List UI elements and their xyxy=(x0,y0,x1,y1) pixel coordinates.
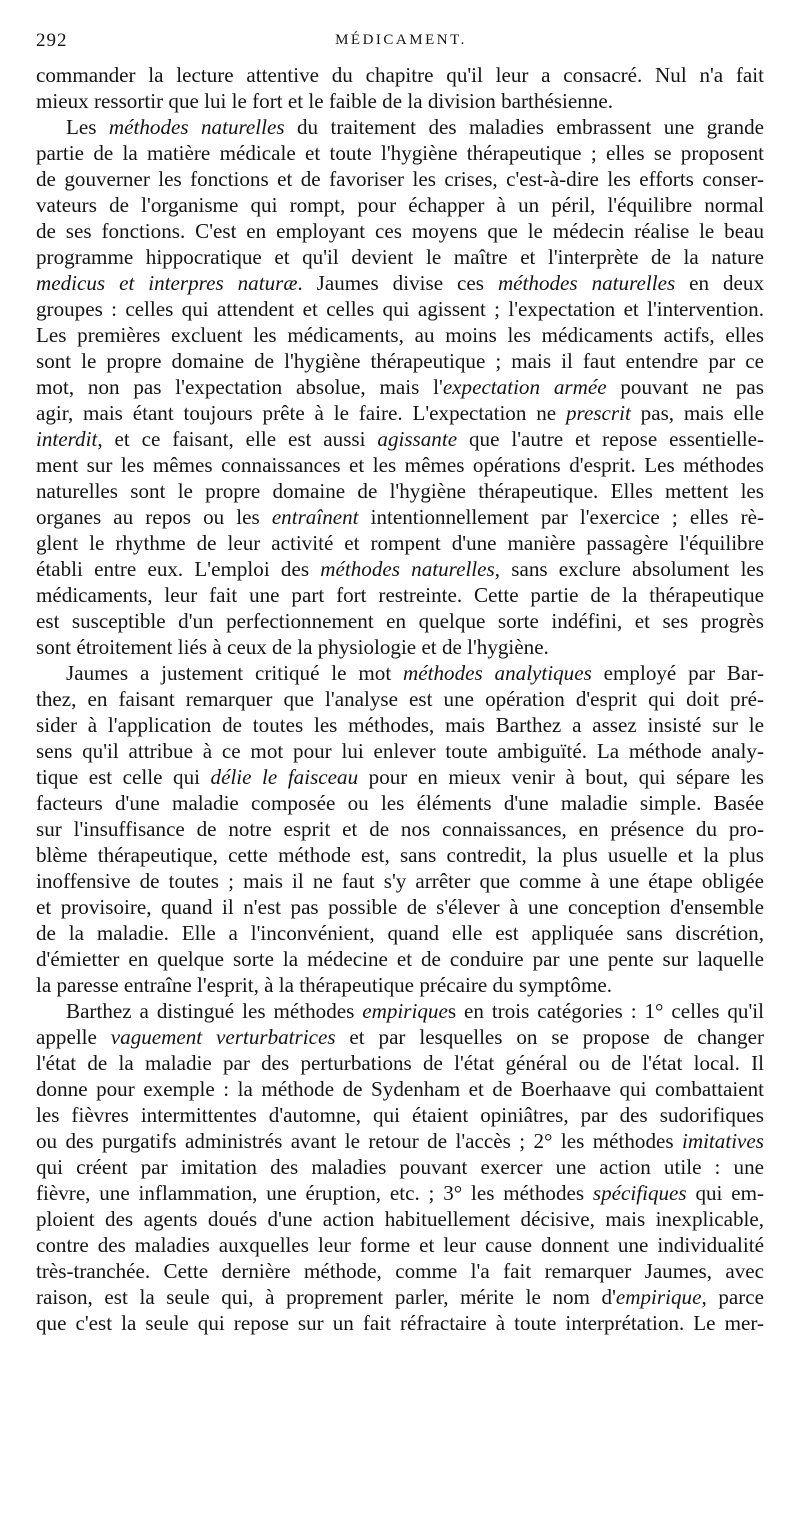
text-line: Jaumes a justement critiqué le mot méthodes analytiques employé par Bar- xyxy=(66,661,764,685)
text-line: sens qu'il attribue à ce mot pour lui enlever toute ambiguïté. La méthode analy- xyxy=(36,739,764,763)
text-line: d'émietter en quelque sorte la médecine et de conduire par une pente sur laquelle xyxy=(36,947,764,971)
text-line: Les méthodes naturelles du traitement des maladies embrassent une grande xyxy=(66,115,765,139)
text-line: sider à l'application de toutes les méthodes, mais Barthez a assez insisté sur le xyxy=(36,713,764,737)
text-line: medicus et interpres naturæ. Jaumes divise ces méthodes naturelles en deux xyxy=(36,271,764,295)
italic-phrase: méthodes analytiques xyxy=(403,661,592,685)
text-line: contre des maladies auxquelles leur forme et leur cause donnent une individualité xyxy=(36,1233,764,1257)
running-title: MÉDICAMENT. xyxy=(335,32,467,48)
text-line: thez, en faisant remarquer que l'analyse est une opération d'esprit qui doit pré- xyxy=(36,687,764,711)
text-line: organes au repos ou les entraînent intentionnellement par l'exercice ; elles rè- xyxy=(36,505,764,529)
text-line: que c'est la seule qui repose sur un fait réfractaire à toute interprétation. Le mer- xyxy=(36,1311,764,1335)
italic-phrase: medicus et interpres naturæ xyxy=(36,271,298,295)
text-line: très-tranchée. Cette dernière méthode, comme l'a fait remarquer Jaumes, avec xyxy=(36,1259,764,1283)
text-line: agir, mais étant toujours prête à le faire. L'expectation ne prescrit pas, mais elle xyxy=(36,401,764,425)
italic-phrase: expectation armée xyxy=(442,375,607,399)
body-text xyxy=(36,62,764,1336)
text-line: inoffensive de toutes ; mais il ne faut s'y arrêter que comme à une étape obligée xyxy=(36,869,764,893)
italic-phrase: agissante xyxy=(377,427,458,451)
text-line: tique est celle qui délie le faisceau pour en mieux venir à bout, qui sépare les xyxy=(36,765,764,789)
page-header xyxy=(36,30,766,60)
text-line: interdit, et ce faisant, elle est aussi agissante que l'autre et repose essentielle- xyxy=(36,427,765,451)
text-line: Barthez a distingué les méthodes empiriques en trois catégories : 1° celles qu'il xyxy=(66,999,764,1023)
text-line: qui créent par imitation des maladies pouvant exercer une action utile : une xyxy=(36,1155,764,1179)
italic-phrase: empirique xyxy=(362,999,448,1023)
text-line: est susceptible d'un perfectionnement en quelque sorte indéfini, et ses progrès xyxy=(36,609,764,633)
page-number: 292 xyxy=(36,30,68,51)
italic-phrase: vaguement verturbatrices xyxy=(110,1025,336,1049)
text-line: sur l'insuffisance de notre esprit et de nos connaissances, en présence du pro- xyxy=(36,817,764,841)
text-line: Les premières excluent les médicaments, au moins les médicaments actifs, elles xyxy=(36,323,764,347)
text-line: commander la lecture attentive du chapitre qu'il leur a consacré. Nul n'a fait xyxy=(36,63,764,87)
italic-phrase: prescrit xyxy=(565,401,631,425)
text-line: ploient des agents doués d'une action habituellement décisive, mais inexplicable, xyxy=(36,1207,764,1231)
text-line: groupes : celles qui attendent et celles qui agissent ; l'expectation et l'intervention. xyxy=(36,297,764,321)
text-line: facteurs d'une maladie composée ou les éléments d'une maladie simple. Basée xyxy=(36,791,764,815)
text-line: vateurs de l'organisme qui rompt, pour échapper à un péril, l'équilibre normal xyxy=(36,193,764,217)
text-line: de ses fonctions. C'est en employant ces moyens que le médecin réalise le beau xyxy=(36,219,764,243)
italic-phrase: méthodes naturelles xyxy=(108,115,285,139)
text-line: blème thérapeutique, cette méthode est, sans contredit, la plus usuelle et la plus xyxy=(36,843,764,867)
text-line: ou des purgatifs administrés avant le retour de l'accès ; 2° les méthodes imitatives xyxy=(36,1129,764,1153)
text-line: et provisoire, quand il n'est pas possible de s'élever à une conception d'ensemble xyxy=(36,895,764,919)
text-line: mot, non pas l'expectation absolue, mais l'expectation armée pouvant ne pas xyxy=(36,375,764,399)
text-line: fièvre, une inflammation, une éruption, etc. ; 3° les méthodes spécifiques qui em- xyxy=(36,1181,765,1205)
bleed-through-marks xyxy=(60,1474,770,1480)
text-line: mieux ressortir que lui le fort et le faible de la division barthésienne. xyxy=(36,89,613,113)
text-line: partie de la matière médicale et toute l'hygiène thérapeutique ; elles se proposent xyxy=(36,141,764,165)
text-line: les fièvres intermittentes d'automne, qui étaient opiniâtres, par des sudorifiques xyxy=(36,1103,764,1127)
italic-phrase: imitatives xyxy=(681,1129,764,1153)
text-line: médicaments, leur fait une part fort restreinte. Cette partie de la thérapeutique xyxy=(36,583,764,607)
text-line: de gouverner les fonctions et de favoriser les crises, c'est-à-dire les efforts conser- xyxy=(36,167,764,191)
text-line: appelle vaguement verturbatrices et par lesquelles on se propose de changer xyxy=(36,1025,764,1049)
italic-phrase: délie le faisceau xyxy=(210,765,359,789)
text-line: de la maladie. Elle a l'inconvénient, quand elle est appliquée sans discrétion, xyxy=(36,921,764,945)
italic-phrase: spécifiques xyxy=(592,1181,687,1205)
text-line: la paresse entraîne l'esprit, à la thérapeutique précaire du symptôme. xyxy=(36,973,613,997)
italic-phrase: méthodes naturelles xyxy=(497,271,676,295)
text-line: sont le propre domaine de l'hygiène thérapeutique ; mais il faut entendre par ce xyxy=(36,349,764,373)
text-line: l'état de la maladie par des perturbations de l'état général ou de l'état local. Il xyxy=(36,1051,764,1075)
text-line: programme hippocratique et qu'il devient le maître et l'interprète de la nature xyxy=(36,245,764,269)
text-line: donne pour exemple : la méthode de Sydenham et de Boerhaave qui combattaient xyxy=(36,1077,764,1101)
text-line: établi entre eux. L'emploi des méthodes naturelles, sans exclure absolument les xyxy=(36,557,764,581)
text-line: sont étroitement liés à ceux de la physiologie et de l'hygiène. xyxy=(36,635,549,659)
text-line: ment sur les mêmes connaissances et les mêmes opérations d'esprit. Les méthodes xyxy=(36,453,764,477)
italic-phrase: entraînent xyxy=(271,505,359,529)
italic-phrase: méthodes naturelles xyxy=(320,557,495,581)
italic-phrase: interdit xyxy=(36,427,98,451)
text-line: raison, est la seule qui, à proprement parler, mérite le nom d'empirique, parce xyxy=(36,1285,764,1309)
text-line: glent le rhythme de leur activité et rompent d'une manière passagère l'équilibre xyxy=(36,531,764,555)
italic-phrase: empirique xyxy=(615,1285,702,1309)
text-line: naturelles sont le propre domaine de l'hygiène thérapeutique. Elles mettent les xyxy=(36,479,764,503)
